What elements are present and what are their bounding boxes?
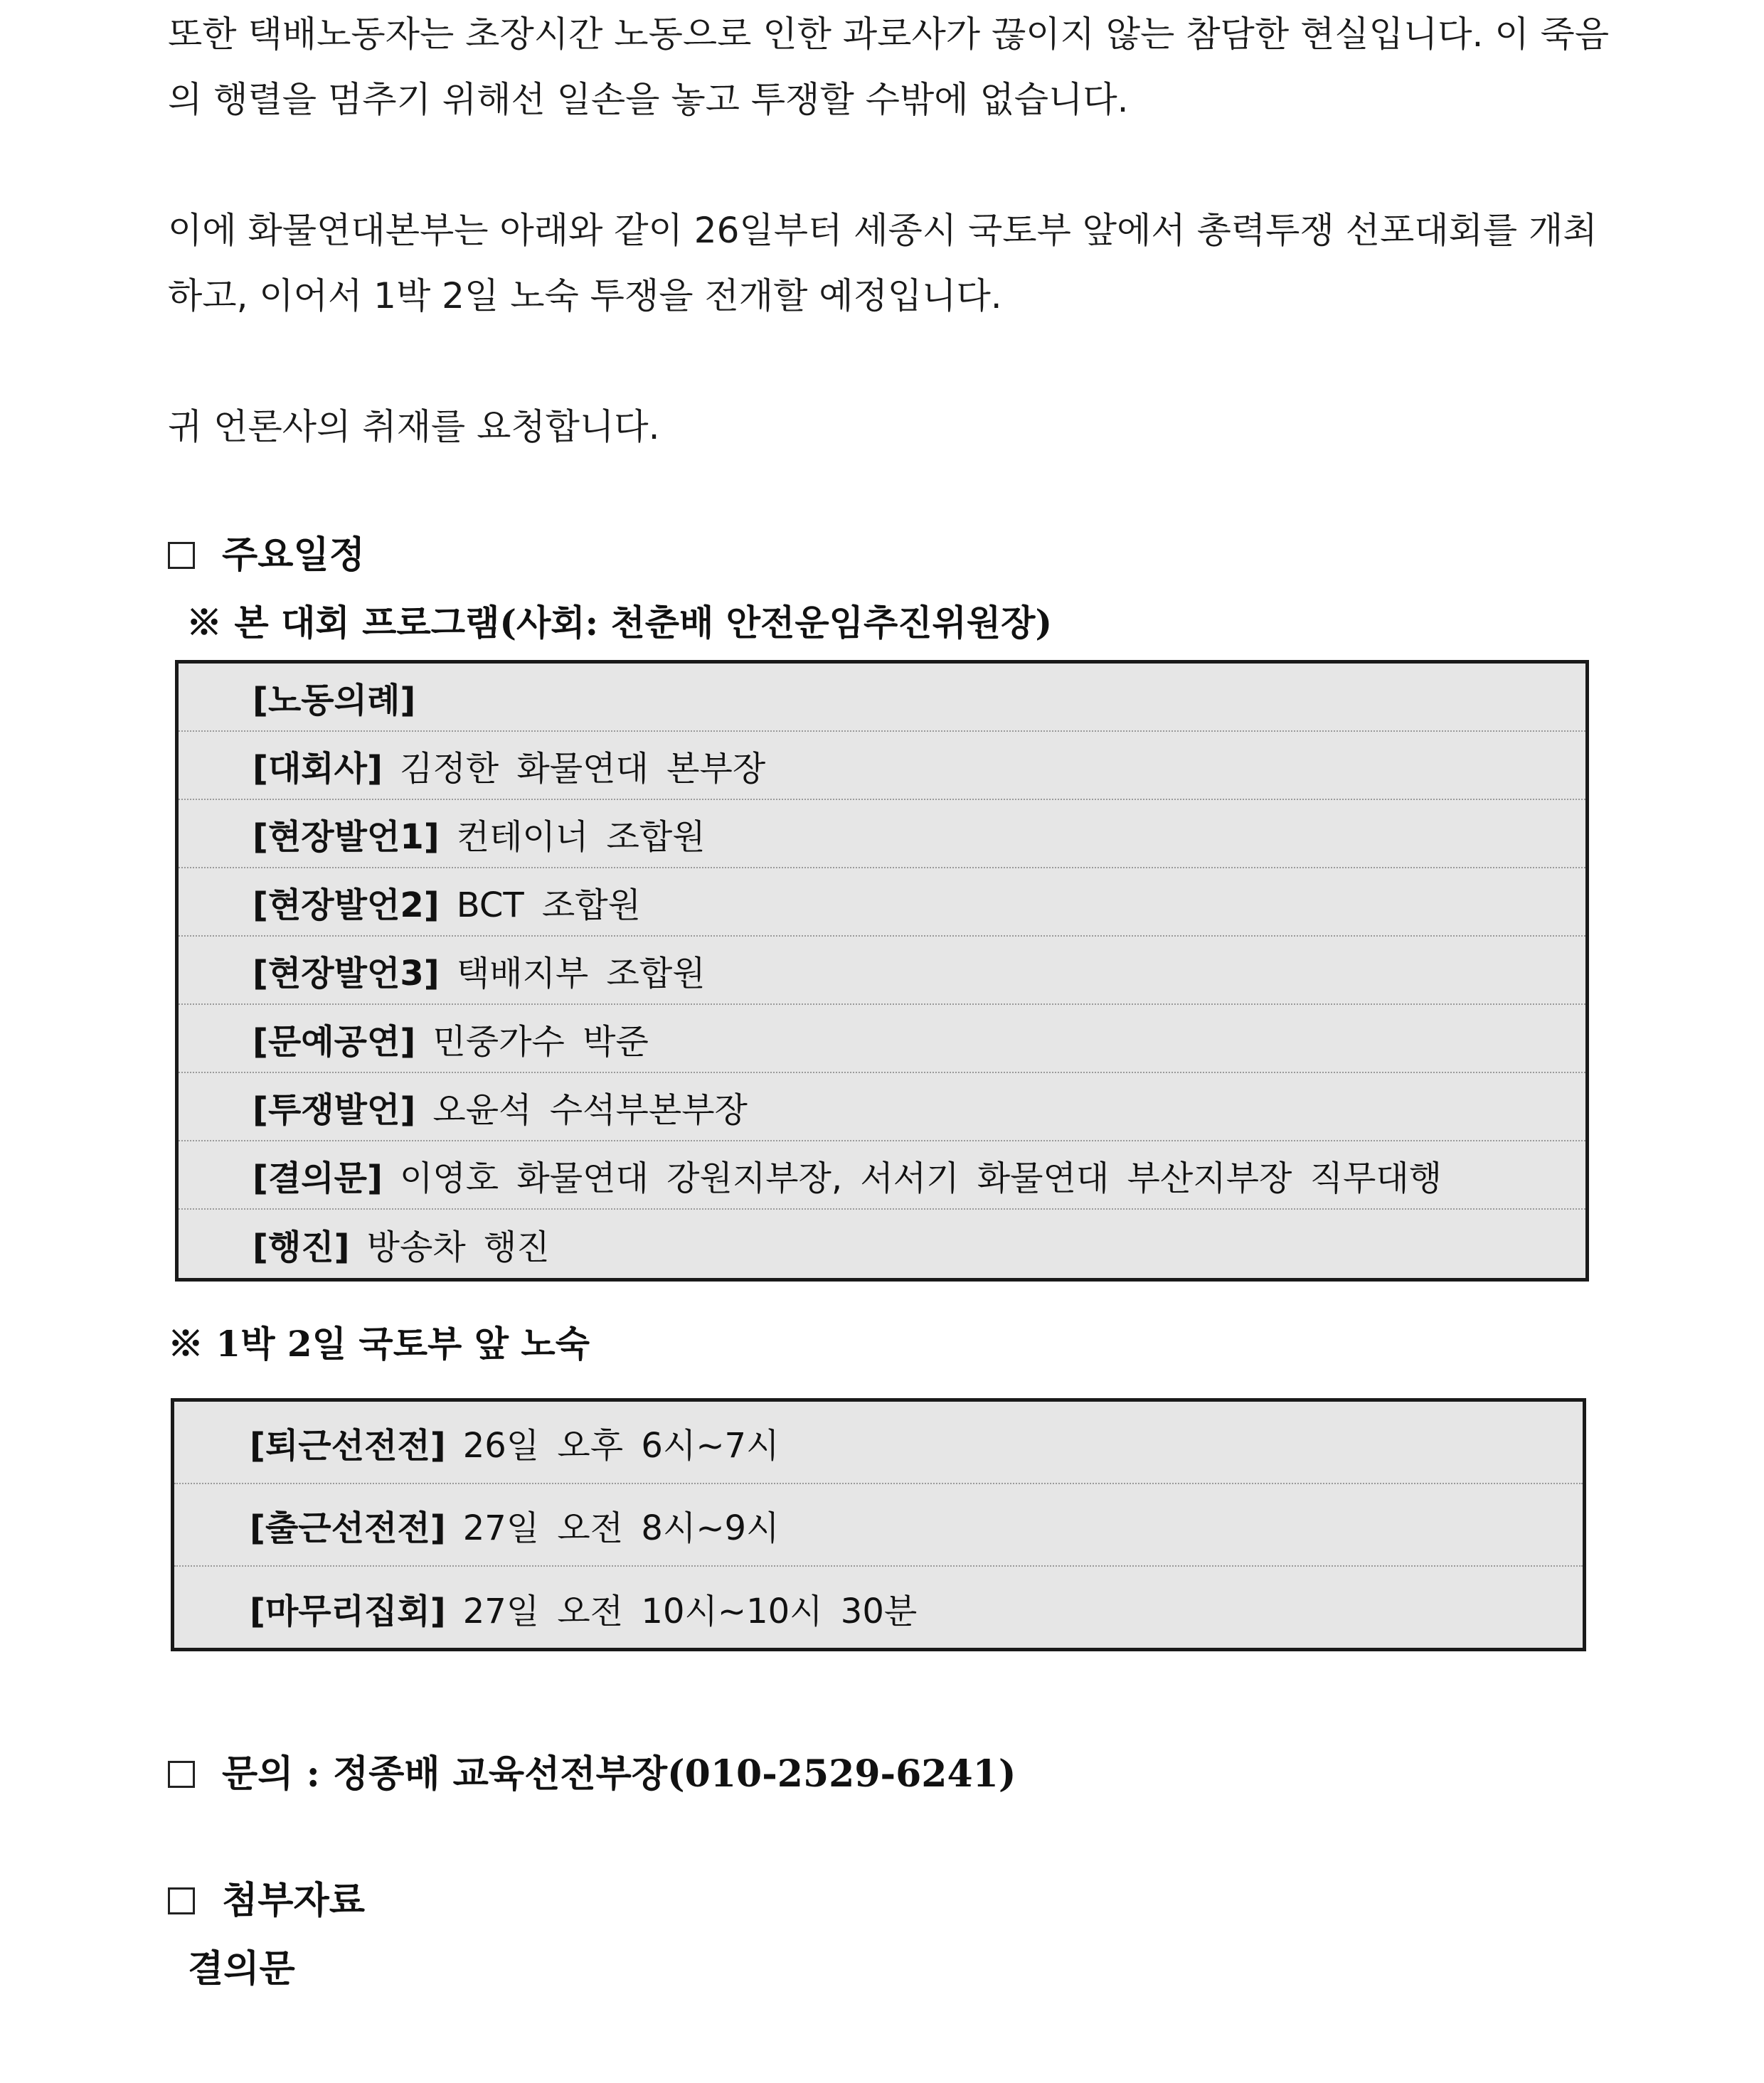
attachments-heading [168,1876,365,1926]
checkbox-square-icon [168,1887,195,1914]
program-desc: 컨테이너 조합원 [456,816,706,857]
paragraph-line: 하고, 이어서 1박 2일 노숙 투쟁을 전개할 예정입니다. [168,275,1002,316]
program-row [179,800,1585,868]
program-row [179,1005,1585,1073]
paragraph-line: 귀 언론사의 취재를 요청합니다. [168,406,660,447]
camp-desc: 26일 오후 6시~7시 [462,1425,780,1466]
program-row [179,732,1585,800]
program-tag: [현장발언2] [253,885,440,925]
contact-text: 문의 : 정종배 교육선전부장(010-2529-6241) [222,1752,1016,1796]
program-tag: [문예공연] [253,1021,416,1062]
program-table [175,660,1589,1282]
program-desc: 오윤석 수석부본부장 [432,1090,748,1130]
program-row [179,1141,1585,1210]
intro-paragraph-2 [168,198,1605,329]
paragraph-line: 또한 택배노동자는 초장시간 노동으로 인한 과로사가 끊이지 않는 참담한 현실입니다. 이 죽음 [168,14,1610,55]
paragraph-line: 의 행렬을 멈추기 위해선 일손을 놓고 투쟁할 수밖에 없습니다. [168,79,1129,120]
camp-desc: 27일 오전 10시~10시 30분 [462,1591,918,1631]
program-row [179,1073,1585,1141]
program-desc: BCT 조합원 [456,885,642,925]
camp-title: ※ 1박 2일 국토부 앞 노숙 [168,1323,590,1365]
program-tag: [행진] [253,1227,350,1267]
program-row [179,664,1585,732]
schedule-heading [168,531,365,580]
checkbox-square-icon [168,542,195,569]
attachments-heading-text: 첨부자료 [222,1879,365,1922]
program-tag: [현장발언3] [253,953,440,993]
request-paragraph [168,394,1605,459]
program-desc: 이영호 화물연대 강원지부장, 서서기 화물연대 부산지부장 직무대행 [399,1158,1442,1198]
camp-row [174,1402,1583,1484]
program-row [179,937,1585,1005]
contact-line [168,1749,1016,1799]
program-row [179,1210,1585,1278]
schedule-heading-text: 주요일정 [222,533,365,577]
intro-paragraph-1 [168,1,1610,132]
program-desc: 민중가수 박준 [432,1021,649,1062]
camp-desc: 27일 오전 8시~9시 [462,1508,780,1548]
camp-row [174,1484,1583,1567]
camp-row [174,1567,1583,1649]
program-tag: [투쟁발언] [253,1090,416,1130]
camp-table [171,1398,1586,1651]
program-row [179,868,1585,937]
program-desc: 방송차 행진 [366,1227,550,1267]
camp-tag: [마무리집회] [250,1591,446,1631]
program-tag: [결의문] [253,1158,383,1198]
program-tag: [노동의례] [253,680,416,720]
program-desc: 김정한 화물연대 본부장 [399,748,766,789]
camp-tag: [출근선전전] [250,1508,446,1548]
program-tag: [대회사] [253,748,383,789]
program-desc: 택배지부 조합원 [456,953,706,993]
camp-tag: [퇴근선전전] [250,1425,446,1466]
program-tag: [현장발언1] [253,816,440,857]
attachment-item: 결의문 [188,1947,295,1991]
program-title: ※ 본 대회 프로그램(사회: 천춘배 안전운임추진위원장) [186,602,1053,644]
paragraph-line: 이에 화물연대본부는 아래와 같이 26일부터 세종시 국토부 앞에서 총력투쟁 선포대회를 개최 [168,210,1598,251]
checkbox-square-icon [168,1761,195,1788]
